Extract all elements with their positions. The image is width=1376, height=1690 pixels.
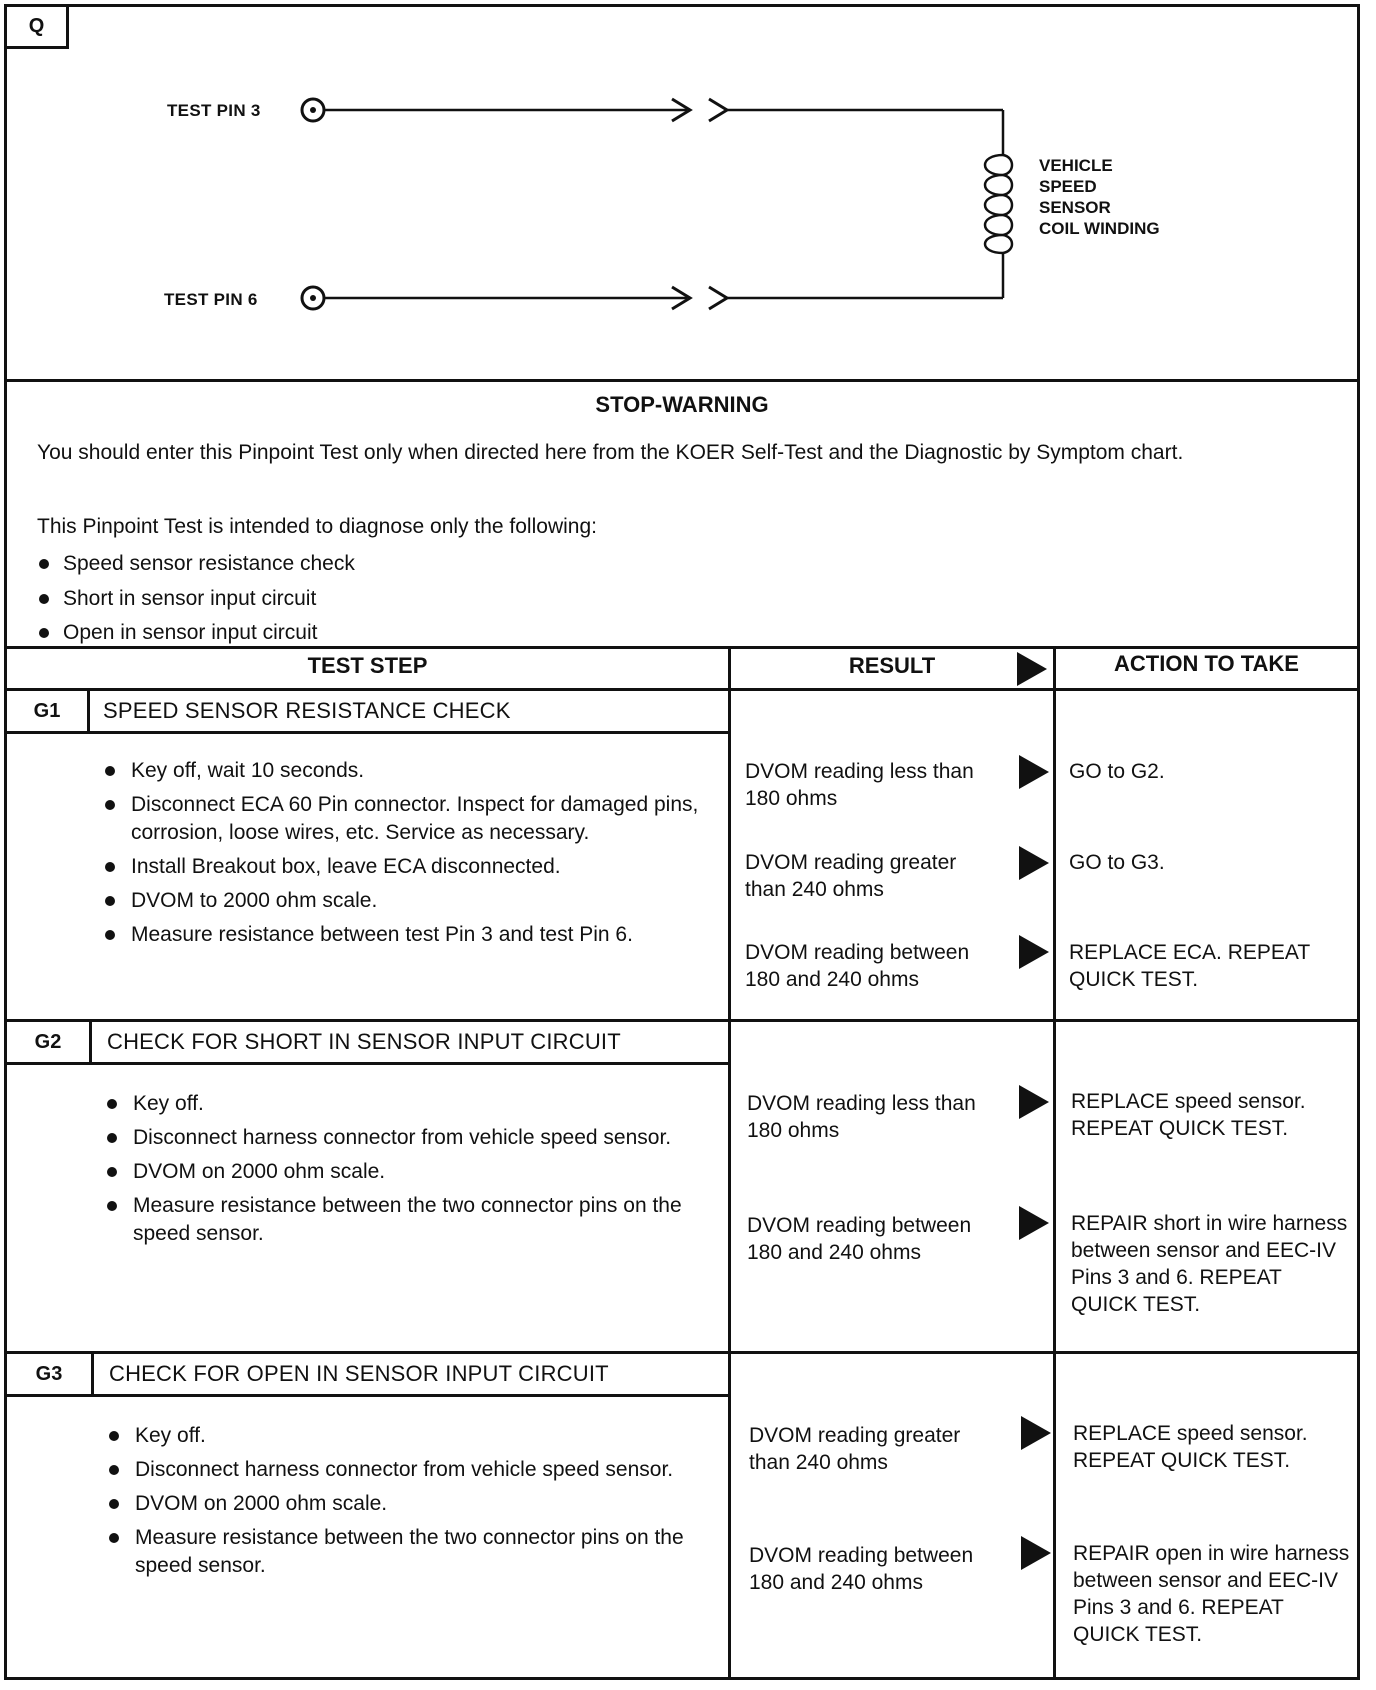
- action-text: REPAIR open in wire harness between sensor and EEC-IV Pins 3 and 6. REPEAT QUICK TEST.: [1073, 1542, 1350, 1646]
- result-arrow-icon: [1019, 755, 1049, 789]
- step-G3: [7, 1354, 1357, 1677]
- result-text: DVOM reading between 180 and 240 ohms: [747, 1214, 972, 1264]
- header-action: ACTION TO TAKE: [1114, 651, 1299, 676]
- bullet-icon: [109, 1533, 119, 1543]
- result-text: DVOM reading between 180 and 240 ohms: [749, 1544, 974, 1594]
- instruction-item: Measure resistance between the two connector pins on the speed sensor.: [109, 1524, 719, 1580]
- test-table: [7, 646, 1357, 1677]
- instruction-item: Disconnect ECA 60 Pin connector. Inspect for damaged pins, corrosion, loose wires, etc. Service as necessary.: [105, 791, 705, 847]
- bullet-icon: [109, 1499, 119, 1509]
- bullet-icon: [39, 594, 49, 604]
- action-text: GO to G3.: [1069, 851, 1165, 874]
- header-test-step: TEST STEP: [307, 653, 428, 678]
- bullet-icon: [107, 1133, 117, 1143]
- bullet-icon: [109, 1465, 119, 1475]
- warning-bullet: Speed sensor resistance check: [39, 552, 355, 576]
- pin3-label: TEST PIN 3: [167, 101, 261, 120]
- instruction-item: DVOM to 2000 ohm scale.: [105, 887, 705, 915]
- result-text: DVOM reading between 180 and 240 ohms: [745, 941, 970, 991]
- circuit-diagram: [7, 7, 1357, 382]
- coil-label-line: VEHICLE: [1039, 156, 1113, 175]
- result-text: DVOM reading less than 180 ohms: [745, 760, 974, 810]
- bullet-icon: [105, 766, 115, 776]
- bullet-icon: [105, 896, 115, 906]
- step-id: G1: [33, 700, 61, 722]
- warning-bullet: Open in sensor input circuit: [39, 621, 317, 645]
- bullet-icon: [107, 1167, 117, 1177]
- warning-bullet: Short in sensor input circuit: [39, 587, 316, 611]
- header-result: RESULT: [848, 653, 936, 678]
- coil-label: [1039, 155, 1160, 239]
- bullet-icon: [39, 628, 49, 638]
- instruction-item: Measure resistance between the two connector pins on the speed sensor.: [107, 1192, 717, 1248]
- instruction-item: Install Breakout box, leave ECA disconnected.: [105, 853, 705, 881]
- result-text: DVOM reading less than 180 ohms: [747, 1092, 976, 1142]
- action-text: REPLACE speed sensor. REPEAT QUICK TEST.: [1071, 1090, 1306, 1140]
- connector-arrow-icon: [709, 99, 727, 121]
- instruction-item: Key off, wait 10 seconds.: [105, 757, 705, 785]
- action-text: REPAIR short in wire harness between sensor and EEC-IV Pins 3 and 6. REPEAT QUICK TEST.: [1071, 1212, 1348, 1316]
- action-text: GO to G2.: [1069, 760, 1165, 783]
- instruction-item: Disconnect harness connector from vehicle speed sensor.: [109, 1456, 719, 1484]
- result-arrow-icon: [1021, 1536, 1051, 1570]
- header-arrow-icon: [1017, 652, 1047, 686]
- step-title: CHECK FOR OPEN IN SENSOR INPUT CIRCUIT: [109, 1361, 609, 1386]
- instruction-item: DVOM on 2000 ohm scale.: [107, 1158, 717, 1186]
- result-text: DVOM reading greater than 240 ohms: [745, 851, 957, 901]
- pin6-label: TEST PIN 6: [164, 290, 258, 309]
- bullet-icon: [105, 930, 115, 940]
- result-arrow-icon: [1019, 935, 1049, 969]
- bullet-icon: [107, 1201, 117, 1211]
- step-title: CHECK FOR SHORT IN SENSOR INPUT CIRCUIT: [107, 1029, 621, 1054]
- bullet-icon: [105, 800, 115, 810]
- bullet-icon: [39, 559, 49, 569]
- step-G2: [7, 1022, 1357, 1351]
- result-arrow-icon: [1019, 846, 1049, 880]
- instruction-item: Disconnect harness connector from vehicle speed sensor.: [107, 1124, 717, 1152]
- warning-scope: This Pinpoint Test is intended to diagnose only the following:: [37, 515, 597, 538]
- connector-arrow-icon: [709, 287, 727, 309]
- action-text: REPLACE ECA. REPEAT QUICK TEST.: [1069, 941, 1310, 991]
- section-tag: Q: [7, 7, 69, 49]
- result-text: DVOM reading greater than 240 ohms: [749, 1424, 961, 1474]
- instruction-item: DVOM on 2000 ohm scale.: [109, 1490, 719, 1518]
- step-instructions: [105, 757, 705, 955]
- step-G1: [7, 691, 1357, 1019]
- stop-warning: [7, 382, 1357, 649]
- coil-winding-icon: [985, 155, 1012, 253]
- result-arrow-icon: [1021, 1416, 1051, 1450]
- warning-title: STOP-WARNING: [595, 392, 769, 417]
- pinpoint-test-page: [4, 4, 1360, 1680]
- coil-label-line: COIL WINDING: [1039, 219, 1160, 238]
- instruction-item: Measure resistance between test Pin 3 and test Pin 6.: [105, 921, 705, 949]
- step-instructions: [107, 1090, 717, 1254]
- step-instructions: [109, 1422, 719, 1586]
- warning-intro: You should enter this Pinpoint Test only when directed here from the KOER Self-Test and the Diagnostic by Symptom chart.: [37, 441, 1184, 464]
- action-text: REPLACE speed sensor. REPEAT QUICK TEST.: [1073, 1422, 1308, 1472]
- result-arrow-icon: [1019, 1206, 1049, 1240]
- step-id: G2: [34, 1031, 62, 1053]
- instruction-item: Key off.: [109, 1422, 719, 1450]
- result-arrow-icon: [1019, 1085, 1049, 1119]
- coil-label-line: SENSOR: [1039, 198, 1111, 217]
- step-id: G3: [35, 1363, 63, 1385]
- step-title: SPEED SENSOR RESISTANCE CHECK: [103, 698, 511, 723]
- instruction-item: Key off.: [107, 1090, 717, 1118]
- coil-label-line: SPEED: [1039, 177, 1097, 196]
- bullet-icon: [107, 1099, 117, 1109]
- bullet-icon: [109, 1431, 119, 1441]
- bullet-icon: [105, 862, 115, 872]
